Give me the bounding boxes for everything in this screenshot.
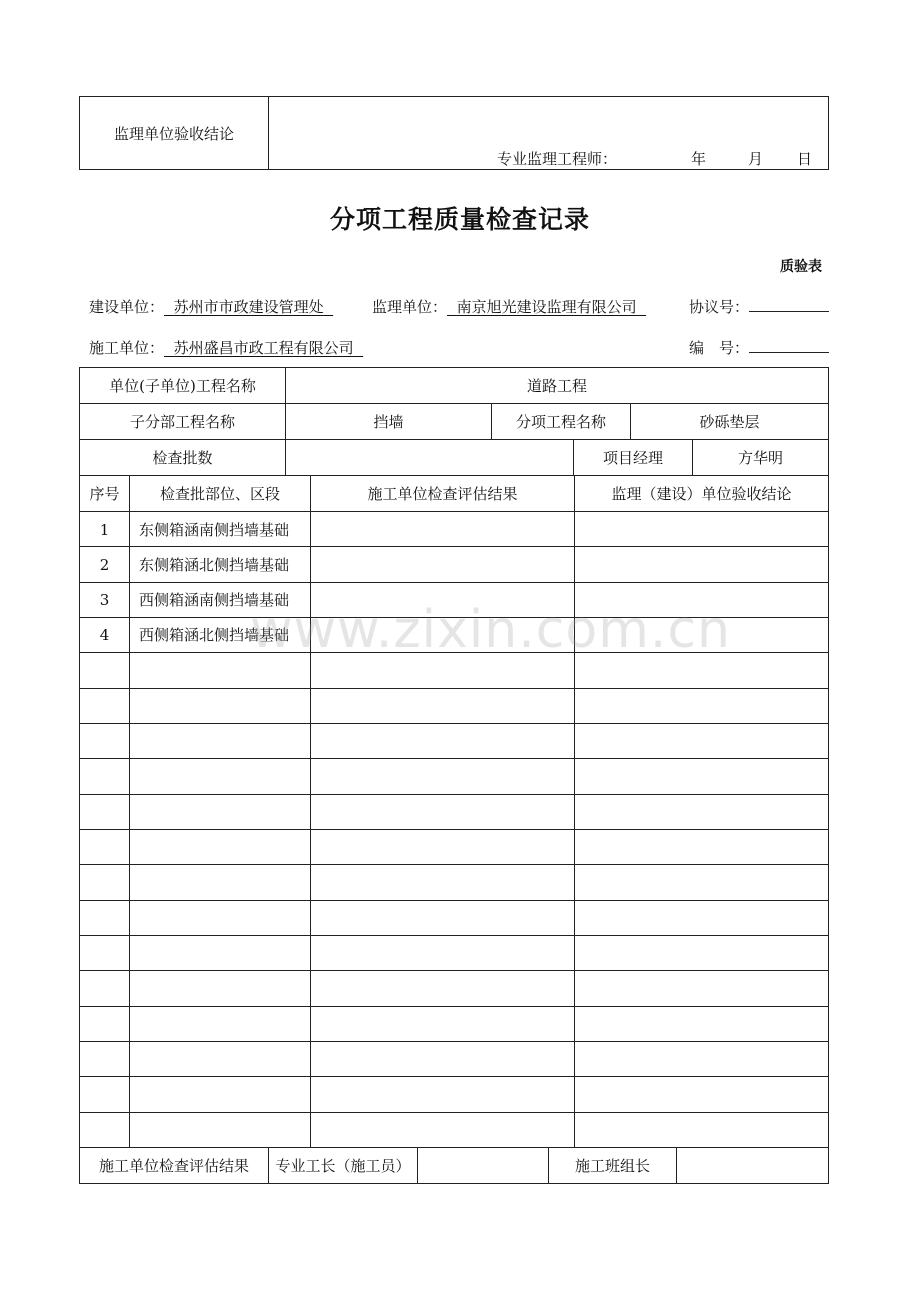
row-line [79, 723, 829, 724]
table-bottom-border [79, 1183, 829, 1184]
build-unit-field [89, 296, 333, 317]
col-line [310, 475, 311, 1147]
col-line [574, 475, 575, 1147]
project-manager-label: 项目经理 [602, 449, 663, 467]
build-unit-label: 建设单位： [89, 298, 165, 316]
date-month-label: 月 [748, 150, 764, 168]
supervision-unit-value: 南京旭光建设监理有限公司 [456, 298, 637, 316]
row-index: 1 [99, 520, 110, 539]
sub-item-value: 砂砾垫层 [699, 413, 760, 431]
team-leader-value [677, 1148, 828, 1183]
agreement-no-label: 协议号： [689, 298, 750, 316]
row-index: 2 [99, 555, 110, 574]
row-line [79, 864, 829, 865]
construction-unit-field [89, 337, 363, 358]
box-bottom-border [79, 169, 829, 170]
foreman-label: 专业工长（施工员） [275, 1157, 411, 1175]
row-index: 4 [99, 625, 110, 644]
box-divider [268, 96, 269, 170]
unit-project-label: 单位(子单位)工程名称 [109, 377, 256, 395]
date-year-label: 年 [691, 150, 707, 168]
row-location: 西侧箱涵北侧挡墙基础 [139, 626, 290, 644]
supervision-unit-field [372, 296, 646, 317]
row-line [79, 688, 829, 689]
watermark: www.zixin.com.cn [250, 600, 731, 660]
row-line [79, 935, 829, 936]
row-line [79, 794, 829, 795]
sub-division-value: 挡墙 [373, 413, 404, 431]
supervision-conclusion-label: 监理单位验收结论 [113, 124, 234, 143]
supervision-unit-label: 监理单位： [372, 298, 448, 316]
sub-division-label: 子分部工程名称 [129, 413, 235, 431]
serial-no-field [689, 337, 829, 358]
row-line [79, 758, 829, 759]
sub-item-label: 分项工程名称 [515, 413, 606, 431]
col-header-location: 检查批部位、区段 [159, 485, 280, 503]
form-code: 质验表 [780, 259, 822, 275]
row-line [79, 900, 829, 901]
contractor-eval-label: 施工单位检查评估结果 [98, 1157, 249, 1175]
row-line [79, 1041, 829, 1042]
serial-no-blank [749, 338, 829, 353]
table-right-border [828, 367, 829, 1184]
project-manager-value: 方华明 [737, 449, 783, 467]
row-index: 3 [99, 590, 110, 609]
batch-count-label: 检查批数 [152, 449, 213, 467]
row-line [79, 1006, 829, 1007]
agreement-no-field [689, 296, 829, 317]
col-header-index: 序号 [89, 485, 120, 503]
construction-unit-value: 苏州盛昌市政工程有限公司 [173, 339, 354, 357]
agreement-no-blank [749, 297, 829, 312]
unit-project-value: 道路工程 [526, 377, 587, 395]
col-header-supervisor-conclusion: 监理（建设）单位验收结论 [611, 485, 792, 503]
row-location: 东侧箱涵南侧挡墙基础 [139, 521, 290, 539]
construction-unit-label: 施工单位： [89, 339, 165, 357]
serial-no-label: 编 号： [689, 339, 750, 357]
col-header-contractor-result: 施工单位检查评估结果 [367, 485, 518, 503]
foreman-value [418, 1148, 548, 1183]
batch-count-value [286, 440, 573, 475]
date-day-label: 日 [797, 150, 813, 168]
row-location: 东侧箱涵北侧挡墙基础 [139, 556, 290, 574]
row-line [79, 1076, 829, 1077]
row-line [79, 1112, 829, 1113]
row-location: 西侧箱涵南侧挡墙基础 [139, 591, 290, 609]
row-line [79, 652, 829, 653]
row-line [79, 829, 829, 830]
page-title: 分项工程质量检查记录 [329, 205, 590, 234]
build-unit-value: 苏州市市政建设管理处 [173, 298, 324, 316]
box-right-border [828, 96, 829, 170]
supervision-engineer-signature-label: 专业监理工程师： [497, 150, 618, 168]
team-leader-label: 施工班组长 [574, 1157, 650, 1175]
row-line [79, 970, 829, 971]
